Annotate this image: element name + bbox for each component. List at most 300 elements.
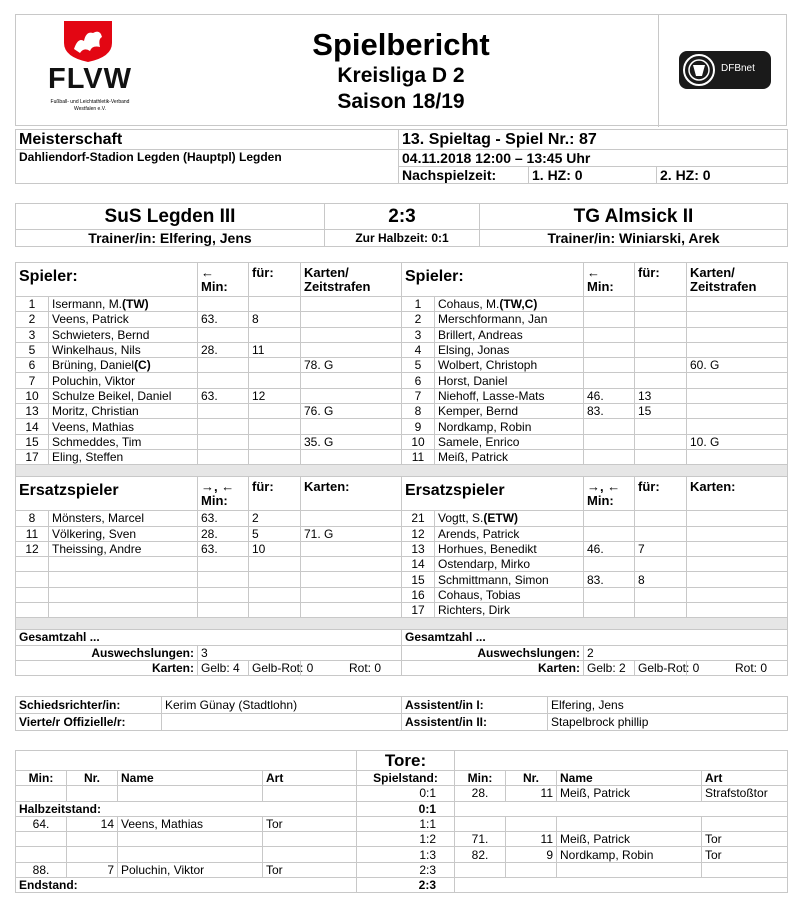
home-goal-nr: 14 bbox=[67, 816, 118, 831]
dfbnet-text: DFBnet bbox=[721, 63, 755, 74]
player-card bbox=[301, 541, 402, 556]
lineup-row bbox=[16, 511, 788, 526]
player-card bbox=[687, 541, 788, 556]
final-score: 2:3 bbox=[325, 204, 480, 230]
player-sub-for: 8 bbox=[635, 572, 687, 587]
home-goal-type: Tor bbox=[263, 862, 357, 877]
player-card: 60. G bbox=[687, 358, 788, 373]
player-number: 12 bbox=[402, 526, 435, 541]
player-sub-minute bbox=[584, 327, 635, 342]
player-number bbox=[16, 572, 49, 587]
player-number: 2 bbox=[402, 312, 435, 327]
goal-score: 1:2 bbox=[357, 832, 455, 847]
player-name: Cohaus, M.(TW,C) bbox=[435, 297, 584, 312]
home-goal-minute: 64. bbox=[16, 816, 67, 831]
player-number: 1 bbox=[16, 297, 49, 312]
player-name: Poluchin, Viktor bbox=[49, 373, 198, 388]
lineup-row bbox=[16, 373, 788, 388]
stoppage-h1: 1. HZ: 0 bbox=[529, 167, 657, 184]
away-substitutions-label: Auswechslungen: bbox=[402, 645, 584, 660]
player-number: 9 bbox=[402, 419, 435, 434]
player-number: 13 bbox=[16, 404, 49, 419]
player-number: 10 bbox=[402, 434, 435, 449]
player-sub-minute: 28. bbox=[198, 342, 249, 357]
away-trainer: Trainer/in: Winiarski, Arek bbox=[480, 230, 788, 247]
away-goal-nr: 11 bbox=[506, 786, 557, 801]
fourth-official-label: Vierte/r Offizielle/r: bbox=[16, 714, 162, 731]
final-score-value: 2:3 bbox=[357, 878, 455, 893]
lineup-row bbox=[16, 388, 788, 403]
matchday: 13. Spieltag - Spiel Nr.: 87 bbox=[399, 130, 788, 150]
player-sub-minute bbox=[584, 526, 635, 541]
player-card bbox=[687, 327, 788, 342]
result-table bbox=[15, 203, 788, 247]
player-card: 78. G bbox=[301, 358, 402, 373]
home-subs-for-header: für: bbox=[249, 477, 301, 511]
page-title: Spielbericht bbox=[312, 27, 490, 62]
player-card bbox=[301, 557, 402, 572]
player-sub-for bbox=[635, 327, 687, 342]
lineup-row bbox=[16, 449, 788, 464]
home-goal-name-header: Name bbox=[118, 771, 263, 786]
player-number: 17 bbox=[402, 603, 435, 618]
player-sub-minute: 63. bbox=[198, 541, 249, 556]
lineup-row bbox=[16, 404, 788, 419]
player-number bbox=[16, 603, 49, 618]
player-card bbox=[301, 449, 402, 464]
lineup-row bbox=[16, 526, 788, 541]
lineup-row bbox=[16, 327, 788, 342]
player-number: 15 bbox=[402, 572, 435, 587]
away-goal-name: Meiß, Patrick bbox=[557, 832, 702, 847]
lineup-row bbox=[16, 434, 788, 449]
lineups bbox=[15, 262, 787, 676]
home-goal-name bbox=[118, 832, 263, 847]
player-number: 7 bbox=[402, 388, 435, 403]
home-players-for-header: für: bbox=[249, 263, 301, 297]
player-card: 71. G bbox=[301, 526, 402, 541]
lineup-row bbox=[16, 557, 788, 572]
home-subs-cards-header: Karten: bbox=[301, 477, 402, 511]
player-sub-minute bbox=[198, 373, 249, 388]
home-cards-label: Karten: bbox=[16, 660, 198, 675]
player-name bbox=[49, 603, 198, 618]
player-sub-minute: 28. bbox=[198, 526, 249, 541]
home-goal-nr bbox=[67, 786, 118, 801]
league-name: Kreisliga D 2 bbox=[337, 64, 465, 87]
player-card bbox=[301, 587, 402, 602]
player-sub-for bbox=[249, 603, 301, 618]
player-sub-for bbox=[635, 373, 687, 388]
goals-spacer-right bbox=[455, 751, 788, 771]
goal-row bbox=[16, 832, 788, 847]
player-name: Mönsters, Marcel bbox=[49, 511, 198, 526]
player-name: Isermann, M.(TW) bbox=[49, 297, 198, 312]
player-number bbox=[16, 587, 49, 602]
player-name: Richters, Dirk bbox=[435, 603, 584, 618]
player-sub-for bbox=[635, 297, 687, 312]
player-sub-minute bbox=[584, 449, 635, 464]
player-card: 76. G bbox=[301, 404, 402, 419]
stoppage-h2: 2. HZ: 0 bbox=[657, 167, 788, 184]
lineup-row bbox=[16, 419, 788, 434]
away-substitutions-count: 2 bbox=[584, 645, 788, 660]
away-goal-nr: 11 bbox=[506, 832, 557, 847]
away-yellow-red: Gelb-Rot: 0 bbox=[635, 660, 687, 675]
player-name: Schmeddes, Tim bbox=[49, 434, 198, 449]
player-sub-minute bbox=[198, 572, 249, 587]
player-sub-for: 8 bbox=[249, 312, 301, 327]
home-goal-type bbox=[263, 832, 357, 847]
player-name: Veens, Mathias bbox=[49, 419, 198, 434]
away-goal-nr-header: Nr. bbox=[506, 771, 557, 786]
player-number: 14 bbox=[402, 557, 435, 572]
player-number: 5 bbox=[402, 358, 435, 373]
player-card bbox=[687, 511, 788, 526]
away-goal-name bbox=[557, 816, 702, 831]
player-sub-for bbox=[635, 557, 687, 572]
player-sub-for bbox=[249, 572, 301, 587]
separator bbox=[16, 465, 788, 477]
player-sub-for bbox=[249, 449, 301, 464]
player-name: Brillert, Andreas bbox=[435, 327, 584, 342]
player-card bbox=[687, 419, 788, 434]
player-card bbox=[687, 388, 788, 403]
player-sub-minute: 63. bbox=[198, 312, 249, 327]
player-sub-minute bbox=[584, 312, 635, 327]
player-name: Cohaus, Tobias bbox=[435, 587, 584, 602]
away-goal-minute bbox=[455, 816, 506, 831]
player-sub-minute bbox=[584, 419, 635, 434]
player-card bbox=[301, 297, 402, 312]
player-sub-for bbox=[635, 419, 687, 434]
player-sub-minute bbox=[198, 358, 249, 373]
away-goal-nr: 9 bbox=[506, 847, 557, 862]
assistant1-value: Elfering, Jens bbox=[548, 697, 788, 714]
halftime-score-row bbox=[16, 801, 788, 816]
stoppage-label: Nachspielzeit: bbox=[399, 167, 529, 184]
player-sub-minute bbox=[198, 419, 249, 434]
player-sub-minute bbox=[198, 557, 249, 572]
final-score-row bbox=[16, 878, 788, 893]
player-card bbox=[301, 327, 402, 342]
player-sub-for bbox=[249, 419, 301, 434]
away-goal-name: Nordkamp, Robin bbox=[557, 847, 702, 862]
player-number bbox=[16, 557, 49, 572]
player-number: 11 bbox=[16, 526, 49, 541]
player-name: Arends, Patrick bbox=[435, 526, 584, 541]
player-number: 6 bbox=[402, 373, 435, 388]
away-goal-name bbox=[557, 862, 702, 877]
season: Saison 18/19 bbox=[337, 90, 465, 113]
player-sub-for bbox=[635, 342, 687, 357]
player-sub-for bbox=[635, 449, 687, 464]
away-players-header: Spieler: bbox=[402, 263, 584, 297]
home-goal-min-header: Min: bbox=[16, 771, 67, 786]
player-sub-minute: 46. bbox=[584, 388, 635, 403]
assistant1-label: Assistent/in I: bbox=[402, 697, 548, 714]
player-card bbox=[687, 342, 788, 357]
player-role-tag: (TW) bbox=[122, 297, 149, 312]
home-goal-type bbox=[263, 847, 357, 862]
player-name: Moritz, Christian bbox=[49, 404, 198, 419]
player-sub-minute bbox=[584, 373, 635, 388]
away-goal-nr bbox=[506, 816, 557, 831]
player-sub-for bbox=[249, 434, 301, 449]
away-goal-type-header: Art bbox=[702, 771, 788, 786]
lineup-row bbox=[16, 358, 788, 373]
away-total-label: Gesamtzahl ... bbox=[402, 630, 788, 645]
away-subs-min-header: →, ← Min: bbox=[584, 477, 635, 511]
player-sub-for bbox=[249, 557, 301, 572]
player-name: Wolbert, Christoph bbox=[435, 358, 584, 373]
away-cards-label: Karten: bbox=[402, 660, 584, 675]
player-card bbox=[687, 572, 788, 587]
dfbnet-logo bbox=[658, 15, 788, 127]
player-number: 8 bbox=[16, 511, 49, 526]
player-sub-minute: 63. bbox=[198, 388, 249, 403]
player-card bbox=[301, 603, 402, 618]
player-name: Merschformann, Jan bbox=[435, 312, 584, 327]
player-sub-for: 12 bbox=[249, 388, 301, 403]
away-goal-name: Meiß, Patrick bbox=[557, 786, 702, 801]
home-goal-name bbox=[118, 786, 263, 801]
away-red: Rot: 0 bbox=[687, 660, 788, 675]
title-block bbox=[266, 15, 536, 127]
player-sub-minute bbox=[198, 404, 249, 419]
lineup-row bbox=[16, 342, 788, 357]
home-trainer: Trainer/in: Elfering, Jens bbox=[16, 230, 325, 247]
flvw-shield-icon bbox=[60, 19, 116, 63]
dfb-eagle-icon bbox=[682, 53, 716, 87]
player-number: 5 bbox=[16, 342, 49, 357]
away-goal-minute: 82. bbox=[455, 847, 506, 862]
player-name: Eling, Steffen bbox=[49, 449, 198, 464]
player-sub-minute bbox=[198, 587, 249, 602]
player-card: 35. G bbox=[301, 434, 402, 449]
player-sub-for bbox=[635, 603, 687, 618]
player-name: Veens, Patrick bbox=[49, 312, 198, 327]
player-number: 16 bbox=[402, 587, 435, 602]
goal-row bbox=[16, 786, 788, 801]
player-number: 3 bbox=[402, 327, 435, 342]
goal-score: 1:3 bbox=[357, 847, 455, 862]
player-name: Völkering, Sven bbox=[49, 526, 198, 541]
player-sub-minute: 63. bbox=[198, 511, 249, 526]
home-goal-nr: 7 bbox=[67, 862, 118, 877]
player-name: Horst, Daniel bbox=[435, 373, 584, 388]
home-team: SuS Legden III bbox=[16, 204, 325, 230]
player-sub-minute: 83. bbox=[584, 572, 635, 587]
player-name: Horhues, Benedikt bbox=[435, 541, 584, 556]
fourth-official-value bbox=[162, 714, 402, 731]
player-sub-for bbox=[249, 327, 301, 342]
lineup-row bbox=[16, 603, 788, 618]
player-card bbox=[687, 526, 788, 541]
player-sub-minute bbox=[198, 449, 249, 464]
player-number: 2 bbox=[16, 312, 49, 327]
player-card bbox=[301, 388, 402, 403]
halftime-score: Zur Halbzeit: 0:1 bbox=[325, 230, 480, 247]
away-goal-type: Tor bbox=[702, 847, 788, 862]
player-name: Vogtt, S.(ETW) bbox=[435, 511, 584, 526]
match-info-table bbox=[15, 129, 788, 184]
home-players-min-header: ← Min: bbox=[198, 263, 249, 297]
home-goal-name: Veens, Mathias bbox=[118, 816, 263, 831]
player-sub-minute bbox=[198, 603, 249, 618]
away-subs-header: Ersatzspieler bbox=[402, 477, 584, 511]
lineup-table bbox=[15, 262, 788, 676]
venue: Dahliendorf-Stadion Legden (Hauptpl) Legden bbox=[16, 150, 399, 184]
player-sub-minute: 46. bbox=[584, 541, 635, 556]
player-number: 10 bbox=[16, 388, 49, 403]
goals-title: Tore: bbox=[357, 751, 455, 771]
player-sub-for: 7 bbox=[635, 541, 687, 556]
match-datetime: 04.11.2018 12:00 – 13:45 Uhr bbox=[399, 150, 788, 167]
lineup-row bbox=[16, 572, 788, 587]
player-sub-for: 10 bbox=[249, 541, 301, 556]
player-role-tag: (TW,C) bbox=[499, 297, 538, 312]
flvw-logo-text: FLVW bbox=[48, 63, 132, 95]
player-number: 21 bbox=[402, 511, 435, 526]
player-sub-for: 2 bbox=[249, 511, 301, 526]
player-name: Schwieters, Bernd bbox=[49, 327, 198, 342]
assistant2-label: Assistent/in II: bbox=[402, 714, 548, 731]
player-card bbox=[687, 312, 788, 327]
lineup-row bbox=[16, 297, 788, 312]
player-card bbox=[687, 449, 788, 464]
player-card bbox=[301, 419, 402, 434]
player-sub-for bbox=[635, 587, 687, 602]
home-goal-type: Tor bbox=[263, 816, 357, 831]
player-card bbox=[301, 312, 402, 327]
home-goal-nr-header: Nr. bbox=[67, 771, 118, 786]
player-card bbox=[301, 373, 402, 388]
home-goal-minute bbox=[16, 786, 67, 801]
player-name: Schulze Beikel, Daniel bbox=[49, 388, 198, 403]
separator bbox=[16, 618, 788, 630]
home-goal-type bbox=[263, 786, 357, 801]
player-name bbox=[49, 587, 198, 602]
player-card bbox=[687, 373, 788, 388]
home-players-header: Spieler: bbox=[16, 263, 198, 297]
home-goal-nr bbox=[67, 832, 118, 847]
player-role-tag: (ETW) bbox=[483, 511, 519, 526]
officials-table bbox=[15, 696, 788, 731]
player-sub-for: 13 bbox=[635, 388, 687, 403]
away-subs-for-header: für: bbox=[635, 477, 687, 511]
away-goal-minute: 71. bbox=[455, 832, 506, 847]
player-number: 6 bbox=[16, 358, 49, 373]
away-players-for-header: für: bbox=[635, 263, 687, 297]
away-goal-name-header: Name bbox=[557, 771, 702, 786]
player-role-tag: (C) bbox=[134, 358, 151, 373]
goals-spacer bbox=[16, 751, 357, 771]
home-goal-type-header: Art bbox=[263, 771, 357, 786]
player-sub-minute bbox=[584, 603, 635, 618]
player-name: Samele, Enrico bbox=[435, 434, 584, 449]
away-subs-cards-header: Karten: bbox=[687, 477, 788, 511]
lineup-row bbox=[16, 541, 788, 556]
home-yellow-red: Gelb-Rot: 0 bbox=[249, 660, 301, 675]
player-number: 1 bbox=[402, 297, 435, 312]
goal-score: 2:3 bbox=[357, 862, 455, 877]
player-number: 13 bbox=[402, 541, 435, 556]
player-sub-minute bbox=[584, 557, 635, 572]
player-sub-minute bbox=[584, 511, 635, 526]
home-goal-minute bbox=[16, 847, 67, 862]
player-number: 12 bbox=[16, 541, 49, 556]
player-card bbox=[687, 404, 788, 419]
player-sub-for bbox=[635, 511, 687, 526]
goal-row bbox=[16, 816, 788, 831]
player-card bbox=[687, 587, 788, 602]
player-name: Nordkamp, Robin bbox=[435, 419, 584, 434]
player-name: Kemper, Bernd bbox=[435, 404, 584, 419]
player-sub-for bbox=[635, 358, 687, 373]
player-number: 14 bbox=[16, 419, 49, 434]
referee-value: Kerim Günay (Stadtlohn) bbox=[162, 697, 402, 714]
player-sub-minute bbox=[198, 434, 249, 449]
player-number: 7 bbox=[16, 373, 49, 388]
player-sub-minute bbox=[584, 342, 635, 357]
goal-score-header: Spielstand: bbox=[357, 771, 455, 786]
lineup-row bbox=[16, 312, 788, 327]
home-goal-nr bbox=[67, 847, 118, 862]
away-goal-minute bbox=[455, 862, 506, 877]
away-yellow: Gelb: 2 bbox=[584, 660, 635, 675]
player-card bbox=[301, 342, 402, 357]
away-goal-minute: 28. bbox=[455, 786, 506, 801]
home-subs-header: Ersatzspieler bbox=[16, 477, 198, 511]
home-subs-min-header: →, ← Min: bbox=[198, 477, 249, 511]
player-sub-minute bbox=[584, 358, 635, 373]
player-sub-for bbox=[635, 434, 687, 449]
home-goal-name bbox=[118, 847, 263, 862]
header bbox=[15, 14, 787, 126]
player-sub-minute bbox=[584, 434, 635, 449]
away-goal-type bbox=[702, 816, 788, 831]
player-sub-minute: 83. bbox=[584, 404, 635, 419]
player-number: 8 bbox=[402, 404, 435, 419]
player-sub-for bbox=[249, 373, 301, 388]
away-players-min-header: ← Min: bbox=[584, 263, 635, 297]
player-sub-for bbox=[635, 312, 687, 327]
player-sub-minute bbox=[198, 327, 249, 342]
home-players-cards-header: Karten/ Zeitstrafen bbox=[301, 263, 402, 297]
player-card: 10. G bbox=[687, 434, 788, 449]
player-number: 15 bbox=[16, 434, 49, 449]
goal-score: 1:1 bbox=[357, 816, 455, 831]
goal-score: 0:1 bbox=[357, 786, 455, 801]
player-sub-for bbox=[249, 404, 301, 419]
home-red: Rot: 0 bbox=[301, 660, 402, 675]
goal-row bbox=[16, 862, 788, 877]
player-name: Meiß, Patrick bbox=[435, 449, 584, 464]
home-total-label: Gesamtzahl ... bbox=[16, 630, 402, 645]
player-name: Ostendarp, Mirko bbox=[435, 557, 584, 572]
player-name: Elsing, Jonas bbox=[435, 342, 584, 357]
away-players-cards-header: Karten/ Zeitstrafen bbox=[687, 263, 788, 297]
player-sub-for bbox=[249, 358, 301, 373]
player-sub-for: 15 bbox=[635, 404, 687, 419]
player-number: 17 bbox=[16, 449, 49, 464]
player-sub-for bbox=[249, 587, 301, 602]
away-goal-type: Tor bbox=[702, 832, 788, 847]
player-card bbox=[301, 572, 402, 587]
player-number: 3 bbox=[16, 327, 49, 342]
player-name: Theissing, Andre bbox=[49, 541, 198, 556]
